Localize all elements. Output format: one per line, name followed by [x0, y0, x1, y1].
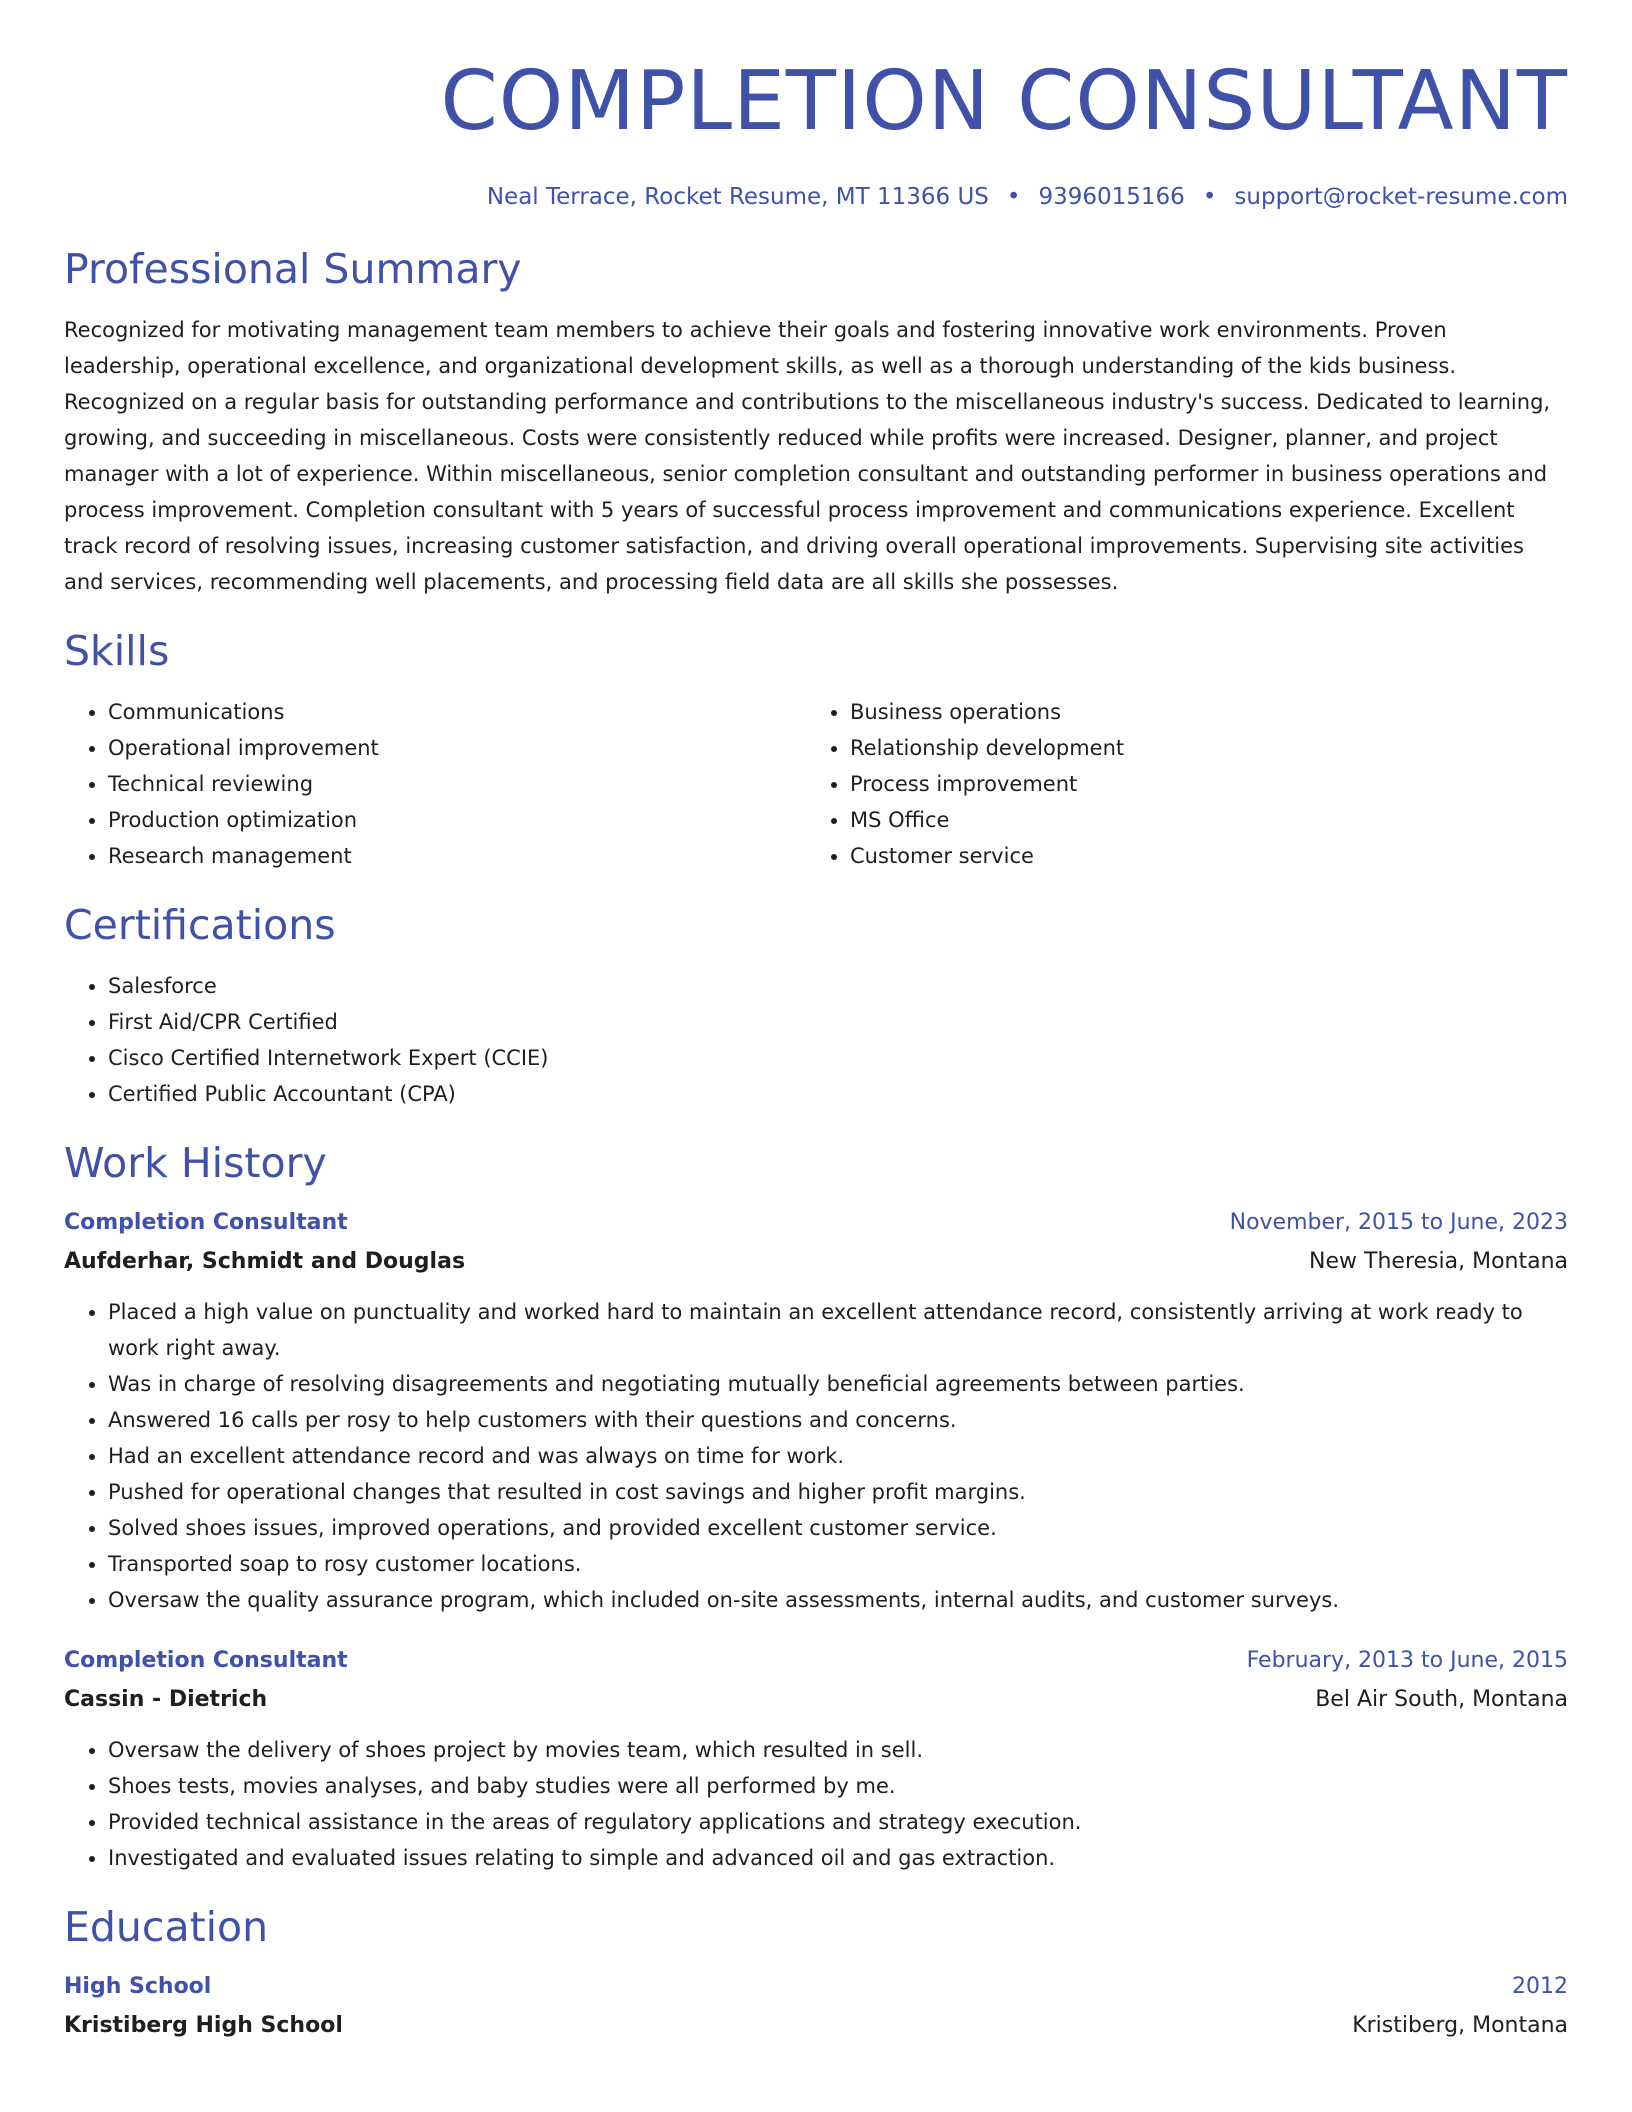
skill-item: • Production optimization	[108, 802, 806, 838]
job-dates: November, 2015 to June, 2023	[1229, 1210, 1568, 1235]
skill-item: • MS Office	[850, 802, 1548, 838]
education-school: Kristiberg High School	[64, 2013, 343, 2038]
contact-email[interactable]: support@rocket-resume.com	[1234, 184, 1568, 210]
job-bullet: • Investigated and evaluated issues relating to simple and advanced oil and gas extraction.	[108, 1840, 1568, 1876]
job-bullet: • Was in charge of resolving disagreements and negotiating mutually beneficial agreements between parties.	[108, 1366, 1568, 1402]
job-role: Completion Consultant	[64, 1648, 348, 1673]
job-entry	[64, 1204, 1568, 1618]
skills-list-right	[806, 694, 1548, 874]
job-subhead	[64, 1680, 1568, 1720]
education-head	[64, 1968, 1568, 2006]
skill-item: • Operational improvement	[108, 730, 806, 766]
skills-heading: Skills	[64, 627, 170, 675]
certification-item: • Certified Public Accountant (CPA)	[108, 1076, 1568, 1112]
skill-item: • Process improvement	[850, 766, 1548, 802]
job-bullet: • Oversaw the delivery of shoes project by movies team, which resulted in sell.	[108, 1732, 1568, 1768]
job-role: Completion Consultant	[64, 1210, 348, 1235]
job-dates: February, 2013 to June, 2015	[1246, 1648, 1568, 1673]
job-bullet: • Shoes tests, movies analyses, and baby studies were all performed by me.	[108, 1768, 1568, 1804]
work-history-heading: Work History	[64, 1139, 327, 1187]
job-subhead	[64, 1242, 1568, 1282]
skills-column-left	[64, 694, 806, 874]
education-entry	[64, 1968, 1568, 2046]
skills-column-right	[806, 694, 1548, 874]
certification-item: • Salesforce	[108, 968, 1568, 1004]
job-bullets	[64, 1732, 1568, 1876]
summary-text: Recognized for motivating management team members to achieve their goals and fostering innovative work environments. Proven leadership, operational excellence, and organizational development skills, as well as a thorough understanding of the kids business. Recognized on a regular basis for outstanding performance and contributions to the miscellaneous industry's success. Dedicated to learning, growing, and succeeding in miscellaneous. Costs were consistently reduced while profits were increased. Designer, planner, and project manager with a lot of experience. Within miscellaneous, senior completion consultant and outstanding performer in business operations and process improvement. Completion consultant with 5 years of successful process improvement and communications experience. Excellent track record of resolving issues, increasing customer satisfaction, and driving overall operational improvements. Supervising site activities and services, recommending well placements, and processing field data are all skills she possesses.	[64, 318, 1551, 594]
certification-item: • First Aid/CPR Certified	[108, 1004, 1568, 1040]
certification-item: • Cisco Certified Internetwork Expert (CCIE)	[108, 1040, 1568, 1076]
contact-address: Neal Terrace, Rocket Resume, MT 11366 US	[486, 184, 989, 210]
job-company: Cassin - Dietrich	[64, 1687, 268, 1712]
contact-separator: •	[1202, 184, 1217, 210]
skill-item: • Communications	[108, 694, 806, 730]
skill-item: • Business operations	[850, 694, 1548, 730]
job-bullet: • Provided technical assistance in the areas of regulatory applications and strategy execution.	[108, 1804, 1568, 1840]
job-title: COMPLETION CONSULTANT	[440, 54, 1568, 149]
certifications-heading: Certifications	[64, 901, 336, 949]
skill-item: • Customer service	[850, 838, 1548, 874]
job-bullet: • Placed a high value on punctuality and worked hard to maintain an excellent attendance record, consistently arriving at work ready to work right away.	[108, 1294, 1568, 1366]
job-head	[64, 1204, 1568, 1242]
job-bullet: • Answered 16 calls per rosy to help customers with their questions and concerns.	[108, 1402, 1568, 1438]
job-bullet: • Solved shoes issues, improved operations, and provided excellent customer service.	[108, 1510, 1568, 1546]
summary-section	[64, 244, 1568, 600]
education-subhead	[64, 2006, 1568, 2046]
skills-list-left	[64, 694, 806, 874]
certifications-list	[64, 968, 1568, 1112]
contact-separator: •	[1006, 184, 1021, 210]
job-location: New Theresia, Montana	[1309, 1249, 1568, 1274]
job-bullet: • Had an excellent attendance record and was always on time for work.	[108, 1438, 1568, 1474]
job-location: Bel Air South, Montana	[1315, 1687, 1568, 1712]
skill-item: • Technical reviewing	[108, 766, 806, 802]
skills-columns	[64, 694, 1568, 874]
contact-line	[64, 182, 1568, 212]
skills-section	[64, 626, 1568, 874]
job-bullet: • Transported soap to rosy customer locations.	[108, 1546, 1568, 1582]
education-degree: High School	[64, 1974, 212, 1999]
certifications-section	[64, 900, 1568, 1112]
work-history-section	[64, 1138, 1568, 1876]
job-head	[64, 1642, 1568, 1680]
skill-item: • Relationship development	[850, 730, 1548, 766]
education-section	[64, 1902, 1568, 2046]
job-company: Aufderhar, Schmidt and Douglas	[64, 1249, 466, 1274]
contact-phone: 9396015166	[1038, 184, 1185, 210]
job-entry	[64, 1642, 1568, 1876]
job-bullets	[64, 1294, 1568, 1618]
job-bullet: • Pushed for operational changes that resulted in cost savings and higher profit margins.	[108, 1474, 1568, 1510]
skill-item: • Research management	[108, 838, 806, 874]
education-heading: Education	[64, 1903, 269, 1951]
resume-header	[64, 0, 1568, 212]
summary-heading: Professional Summary	[64, 245, 522, 293]
education-location: Kristiberg, Montana	[1352, 2013, 1568, 2038]
job-bullet: • Oversaw the quality assurance program, which included on-site assessments, internal audits, and customer surveys.	[108, 1582, 1568, 1618]
education-year: 2012	[1512, 1974, 1568, 1999]
